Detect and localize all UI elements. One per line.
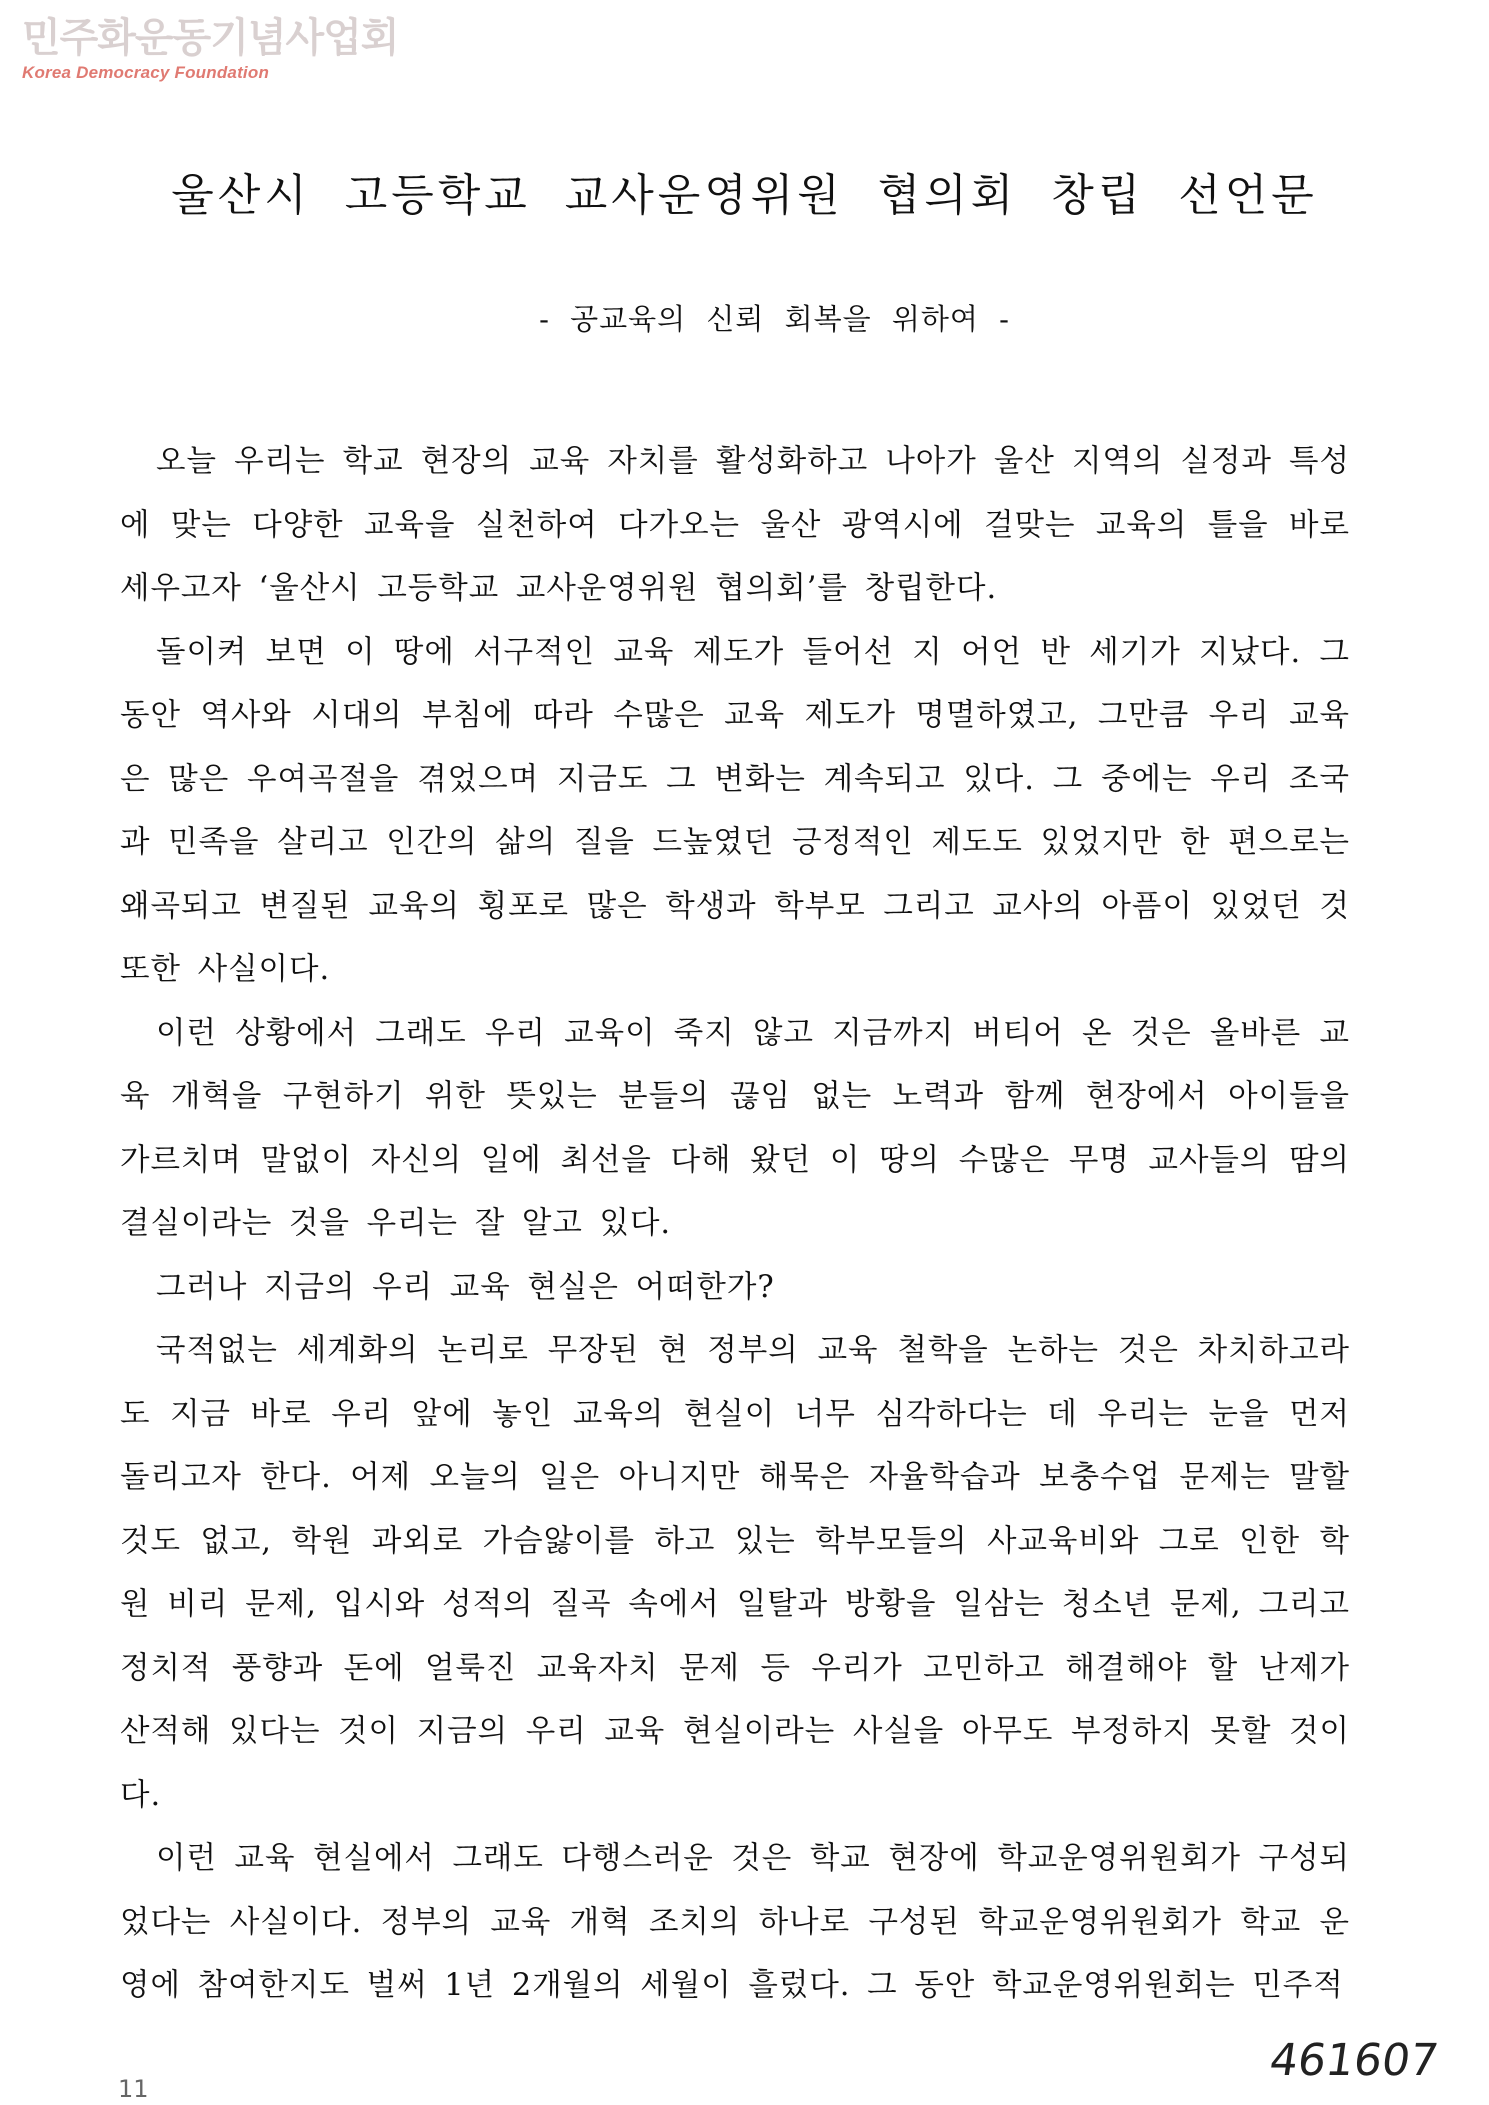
document-body: [120, 430, 1350, 2018]
document-subtitle: - 공교육의 신뢰 회복을 위하여 -: [539, 302, 1010, 336]
paragraph-6: 이런 교육 현실에서 그래도 다행스러운 것은 학교 현장에 학교운영위원회가 구성되었다는 사실이다. 정부의 교육 개혁 조치의 하나로 구성된 학교운영위원회가 학교 운영에 참여한지도 벌써 1년 2개월의 세월이 흘렀다. 그 동안 학교운영위원회는 민주적: [120, 1841, 1350, 2003]
paragraph-4: 그러나 지금의 우리 교육 현실은 어떠한가?: [156, 1269, 775, 1305]
handwritten-document-number: 461607: [1266, 2035, 1442, 2086]
paragraph-2: 돌이켜 보면 이 땅에 서구적인 교육 제도가 들어선 지 어언 반 세기가 지났다. 그 동안 역사와 시대의 부침에 따라 수많은 교육 제도가 명멸하였고, 그만큼 우리 교육은 많은 우여곡절을 겪었으며 지금도 그 변화는 계속되고 있다. 그 중에는 우리 조국과 민족을 살리고 인간의 삶의 질을 드높였던 긍정적인 제도도 있었지만 한 편으로는 왜곡되고 변질된 교육의 횡포로 많은 학생과 학부모 그리고 교사의 아픔이 있었던 것 또한 사실이다.: [120, 634, 1350, 987]
watermark-english: Korea Democracy Foundation: [22, 63, 270, 82]
paragraph-1: 오늘 우리는 학교 현장의 교육 자치를 활성화하고 나아가 울산 지역의 실정과 특성에 맞는 다양한 교육을 실천하여 다가오는 울산 광역시에 걸맞는 교육의 틀을 바로 세우고자 ‘울산시 고등학교 교사운영위원 협의회’를 창립한다.: [120, 444, 1350, 606]
paragraph-3: 이런 상황에서 그래도 우리 교육이 죽지 않고 지금까지 버티어 온 것은 올바른 교육 개혁을 구현하기 위한 뜻있는 분들의 끊임 없는 노력과 함께 현장에서 아이들을 가르치며 말없이 자신의 일에 최선을 다해 왔던 이 땅의 수많은 무명 교사들의 땀의 결실이라는 것을 우리는 잘 알고 있다.: [120, 1015, 1350, 1241]
watermark-korean: 민주화운동기념사업회: [22, 15, 399, 61]
foundation-watermark: [22, 15, 399, 82]
document-title: 울산시 고등학교 교사운영위원 협의회 창립 선언문: [171, 170, 1318, 222]
margin-mark: 11: [118, 2075, 149, 2103]
paragraph-5: 국적없는 세계화의 논리로 무장된 현 정부의 교육 철학을 논하는 것은 차치하고라도 지금 바로 우리 앞에 놓인 교육의 현실이 너무 심각하다는 데 우리는 눈을 먼저 돌리고자 한다. 어제 오늘의 일은 아니지만 해묵은 자율학습과 보충수업 문제는 말할 것도 없고, 학원 과외로 가슴앓이를 하고 있는 학부모들의 사교육비와 그로 인한 학원 비리 문제, 입시와 성적의 질곡 속에서 일탈과 방황을 일삼는 청소년 문제, 그리고 정치적 풍향과 돈에 얼룩진 교육자치 문제 등 우리가 고민하고 해결해야 할 난제가 산적해 있다는 것이 지금의 우리 교육 현실이라는 사실을 아무도 부정하지 못할 것이다.: [120, 1333, 1350, 1813]
